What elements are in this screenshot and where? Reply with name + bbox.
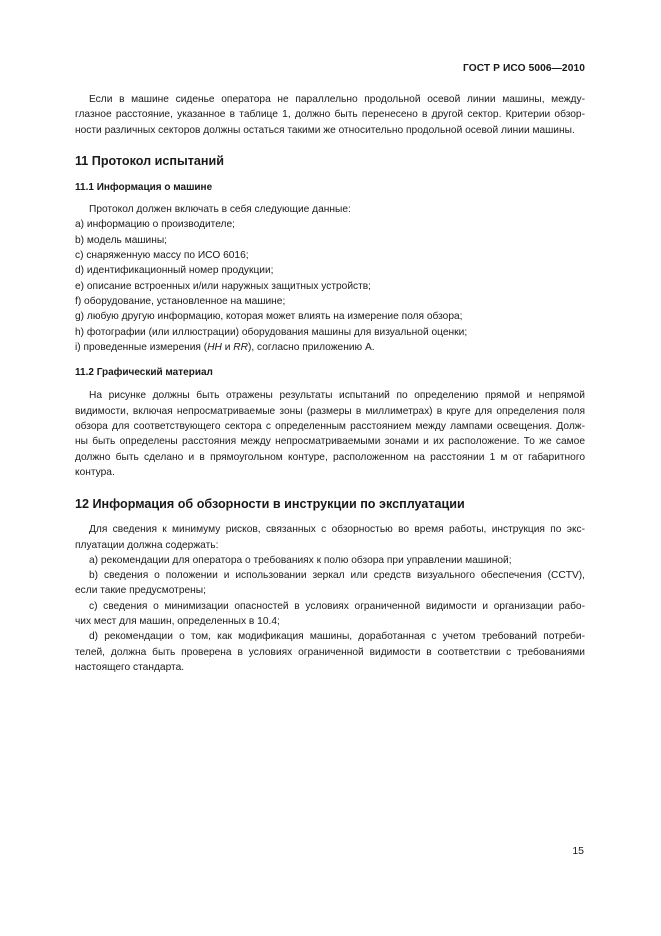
list-item: d) идентификационный номер продукции; xyxy=(75,265,274,277)
page-number: 15 xyxy=(572,845,584,857)
document-code: ГОСТ Р ИСО 5006—2010 xyxy=(462,63,585,74)
text-line: Для сведения к минимуму рисков, связанных с обзорностью во время работы, инструкция по экс- xyxy=(89,524,585,536)
page-content xyxy=(75,92,585,675)
list-item: b) сведения о положении и использовании зеркал или средств визуального обеспечения (CCTV), xyxy=(89,570,585,582)
manual-info-paragraph xyxy=(75,522,585,675)
list-lead: Протокол должен включать в себя следующие данные: xyxy=(89,204,351,216)
list-item: c) снаряженную массу по ИСО 6016; xyxy=(75,250,249,262)
graphics-paragraph xyxy=(75,388,585,480)
list-item: c) сведения о минимизации опасностей в условиях ограниченной видимости и организации рабо- xyxy=(89,600,585,612)
text-line: контура. xyxy=(75,466,115,478)
text-line: обзора для соответствующего сектора с определенным расстоянием между лампами освещения. Долж- xyxy=(75,421,585,433)
text-line: глазное расстояние, указанное в таблице 1, должно быть перенесено в другой сектор. Критерии обзор- xyxy=(75,109,585,121)
text-line: видимости, включая непросматриваемые зоны (размеры в миллиметрах) в круге для определения поля xyxy=(75,405,585,417)
list-item: g) любую другую информацию, которая может влиять на измерение поля обзора; xyxy=(75,311,463,323)
list-item: a) информацию о производителе; xyxy=(75,219,235,231)
list-item-continuation: если такие предусмотрены; xyxy=(75,585,206,597)
list-item: b) модель машины; xyxy=(75,234,168,246)
list-item: e) описание встроенных и/или наружных защитных устройств; xyxy=(75,280,372,292)
list-item-continuation: чих мест для машин, определенных в 10.4; xyxy=(75,616,280,628)
intro-paragraph xyxy=(75,92,585,138)
text-line: На рисунке должны быть отражены результаты испытаний по определению прямой и непрямой xyxy=(89,390,585,402)
text-line: Если в машине сиденье оператора не параллельно продольной осевой линии машины, между- xyxy=(89,94,585,105)
subsection-11-2-heading: 11.2 Графический материал xyxy=(75,367,213,379)
machine-info-list xyxy=(75,202,585,355)
list-item: i) проведенные измерения (HH и RR), согласно приложению А. xyxy=(75,341,375,353)
text-line: должно быть сделано и в прямоугольном контуре, расположенном на расстоянии 1 м от габаритного xyxy=(75,451,585,463)
section-11-heading: 11 Протокол испытаний xyxy=(75,153,225,168)
text-line: ности различных секторов должны остаться такими же относительно продольной осевой линии машины. xyxy=(75,124,575,136)
section-12-heading: 12 Информация об обзорности в инструкции по эксплуатации xyxy=(75,497,465,512)
subsection-11-1-heading: 11.1 Информация о машине xyxy=(75,181,213,193)
text-line: плуатации должна содержать: xyxy=(75,539,219,551)
list-item-continuation: телей, должна быть проверена в условиях ограниченной видимости в соответствии с требованиями xyxy=(75,646,585,658)
list-item: h) фотографии (или иллюстрации) оборудования машины для визуальной оценки; xyxy=(75,326,468,338)
text-line: ны быть определены расстояния между непросматриваемыми зонами и их расположение. То же самое xyxy=(75,436,585,448)
list-item: a) рекомендации для оператора о требованиях к полю обзора при управлении машиной; xyxy=(89,554,512,566)
list-item: f) оборудование, установленное на машине; xyxy=(75,295,286,307)
list-item: d) рекомендации о том, как модификация машины, доработанная с учетом требований потреби- xyxy=(89,631,585,643)
list-item-continuation: настоящего стандарта. xyxy=(75,661,185,673)
